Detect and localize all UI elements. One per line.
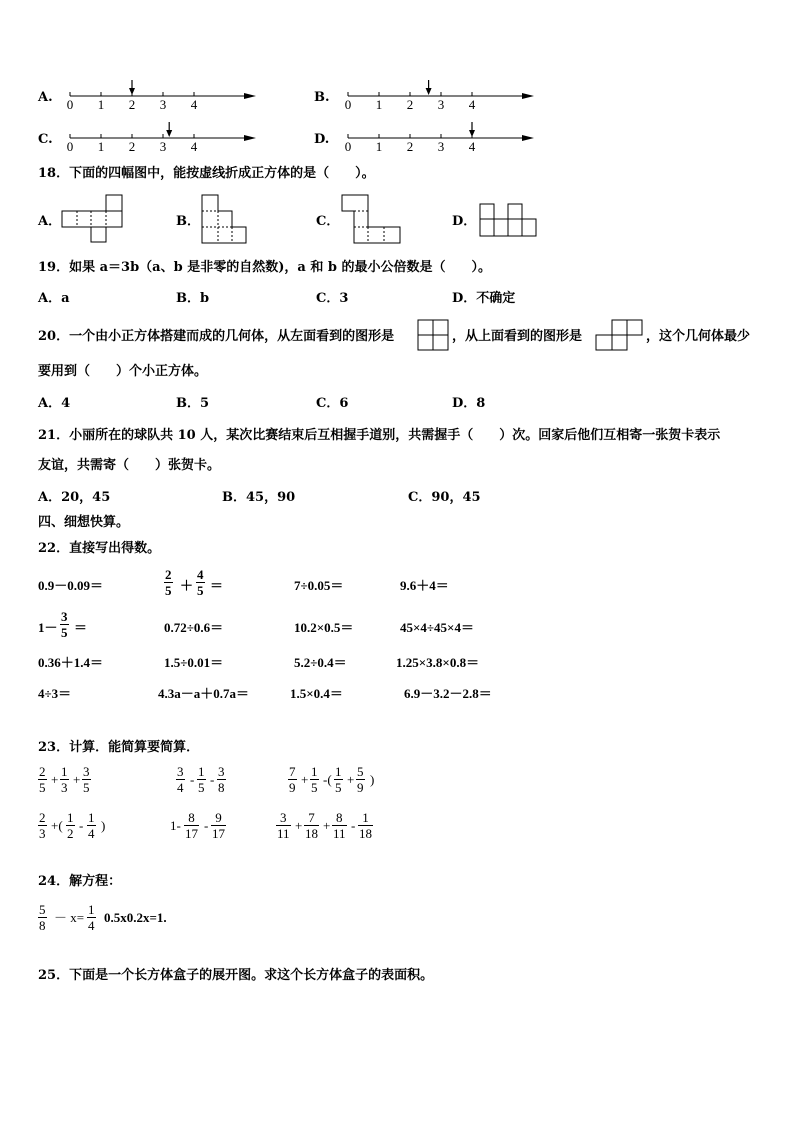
q20-option-a: A．4 xyxy=(38,396,71,411)
q23-e5-op1: 1- xyxy=(170,818,181,833)
tick-label: 4 xyxy=(190,97,198,112)
q22-r3-c2: 1.5÷0.01＝ xyxy=(164,655,224,670)
q23-e5-op2: - xyxy=(204,818,209,833)
tick-label: 1 xyxy=(375,139,383,154)
q20-text-part2: ，从上面看到的图形是 xyxy=(452,329,583,344)
q23-e3-frac4: $\frac{5}{9}$ xyxy=(357,764,364,795)
q24-equation-2: 0.5x0.2x=1. xyxy=(104,910,167,925)
q23-e6-frac4: $\frac{1}{18}$ xyxy=(359,810,372,841)
q22-r1-c4: 9.6＋4＝ xyxy=(400,578,449,593)
q20-text-part1: 20．一个由小正方体搭建而成的几何体，从左面看到的图形是 xyxy=(38,329,395,344)
q22-r2-fraction: $\frac{3}{5}$ xyxy=(61,609,68,640)
q19-option-c: C．3 xyxy=(316,291,349,306)
q20-option-c: C．6 xyxy=(316,396,349,411)
q20-top-view-grid xyxy=(594,318,646,354)
tick-label: 3 xyxy=(437,139,445,154)
q23-e6-op1: + xyxy=(295,818,303,833)
q17-number-line-d xyxy=(340,120,540,154)
q18-net-d xyxy=(476,200,540,240)
axis-arrowhead xyxy=(522,93,534,99)
tick-label: 0 xyxy=(66,139,74,154)
q23-e4-frac1: $\frac{2}{3}$ xyxy=(39,810,46,841)
q18-net-b xyxy=(199,193,249,247)
q23-e4-op1: +( xyxy=(51,818,63,833)
axis-arrowhead xyxy=(522,135,534,141)
q22-r1-c1: 0.9－0.09＝ xyxy=(38,578,104,593)
q18-label-b: B． xyxy=(176,214,200,229)
q23-e1-op1: + xyxy=(51,772,59,787)
q17-number-line-b xyxy=(340,78,540,112)
q22-r4-c2: 4.3a－a＋0.7a＝ xyxy=(158,686,250,701)
q18-label-c: C． xyxy=(316,214,340,229)
q24-minus-x: － x= xyxy=(54,910,85,925)
q22-r1-fraction-b: $\frac{4}{5}$ xyxy=(197,567,204,598)
q22-title: 22．直接写出得数。 xyxy=(38,541,161,556)
q22-r2-c3: 10.2×0.5＝ xyxy=(294,620,354,635)
q23-e6-frac3: $\frac{8}{11}$ xyxy=(333,810,346,841)
tick-label: 0 xyxy=(66,97,74,112)
tick-label: 3 xyxy=(159,97,167,112)
position-arrow-head xyxy=(166,130,172,137)
section-heading: 四、细想快算。 xyxy=(38,515,130,530)
q23-e3-op1: + xyxy=(301,772,309,787)
q24-title: 24．解方程： xyxy=(38,874,122,889)
q23-e4-frac2: $\frac{1}{2}$ xyxy=(67,810,74,841)
q22-r1-c3: 7÷0.05＝ xyxy=(294,578,344,593)
tick-label: 4 xyxy=(190,139,198,154)
q17-option-a-label: A. xyxy=(38,90,53,105)
q22-r2-one-minus: 1－ xyxy=(38,620,58,635)
q23-e5-frac1: $\frac{8}{17}$ xyxy=(185,810,198,841)
tick-label: 3 xyxy=(159,139,167,154)
q21-text-line1: 21．小丽所在的球队共 10 人，某次比赛结束后互相握手道别，共需握手（ ）次。回家后他们互相寄一张贺卡表示 xyxy=(38,428,721,443)
tick-label: 1 xyxy=(375,97,383,112)
q21-option-a: A．20，45 xyxy=(38,490,111,505)
q23-e1-frac3: $\frac{3}{5}$ xyxy=(83,764,90,795)
q23-e4-op2: - xyxy=(79,818,84,833)
tick-label: 0 xyxy=(344,139,352,154)
q20-option-b: B．5 xyxy=(176,396,210,411)
q24-fraction-1: $\frac{5}{8}$ xyxy=(39,902,46,933)
q20-text-part3: ，这个几何体最少 xyxy=(646,329,751,344)
q23-e2-frac3: $\frac{3}{8}$ xyxy=(218,764,225,795)
q23-e5-frac2: $\frac{9}{17}$ xyxy=(212,810,225,841)
q18-text: 18．下面的四幅图中，能按虚线折成正方体的是（ ）。 xyxy=(38,166,375,181)
q23-e6-frac1: $\frac{3}{11}$ xyxy=(277,810,290,841)
q22-r3-c4: 1.25×3.8×0.8＝ xyxy=(396,655,480,670)
q17-number-line-c xyxy=(62,120,262,154)
q23-e1-frac2: $\frac{1}{3}$ xyxy=(61,764,68,795)
q19-option-a: A．a xyxy=(38,291,70,306)
q19-option-d: D．不确定 xyxy=(452,291,516,306)
tick-label: 4 xyxy=(468,139,476,154)
q18-label-a: A． xyxy=(38,214,62,229)
q17-option-c-label: C. xyxy=(38,132,53,147)
q22-r4-c3: 1.5×0.4＝ xyxy=(290,686,343,701)
q23-e1-frac1: $\frac{2}{5}$ xyxy=(39,764,46,795)
q22-r1-plus: ＋ xyxy=(180,578,194,593)
tick-label: 2 xyxy=(128,97,136,112)
q18-label-d: D． xyxy=(452,214,477,229)
q23-e3-op4: ) xyxy=(370,772,375,787)
q23-e3-op2: -( xyxy=(323,772,332,787)
q19-text: 19．如果 a＝3b（a、b 是非零的自然数)，a 和 b 的最小公倍数是（ ）。 xyxy=(38,260,491,275)
position-arrow-head xyxy=(469,130,475,137)
tick-label: 1 xyxy=(97,139,105,154)
q22-r2-c4: 45×4÷45×4＝ xyxy=(400,620,474,635)
q17-number-line-a xyxy=(62,78,262,112)
q18-net-a xyxy=(60,193,126,245)
q20-option-d: D．8 xyxy=(452,396,486,411)
q23-e4-frac3: $\frac{1}{4}$ xyxy=(88,810,95,841)
q23-e3-frac1: $\frac{7}{9}$ xyxy=(289,764,296,795)
q22-r4-c4: 6.9－3.2－2.8＝ xyxy=(404,686,492,701)
q23-e3-frac2: $\frac{1}{5}$ xyxy=(311,764,318,795)
q17-option-b-label: B. xyxy=(314,90,330,105)
tick-label: 2 xyxy=(406,139,414,154)
q23-e2-op1: - xyxy=(190,772,195,787)
tick-label: 0 xyxy=(344,97,352,112)
position-arrow-head xyxy=(426,88,432,95)
q23-e3-frac3: $\frac{1}{5}$ xyxy=(335,764,342,795)
q22-r3-c1: 0.36＋1.4＝ xyxy=(38,655,104,670)
position-arrow-head xyxy=(129,88,135,95)
q22-r2-c2: 0.72÷0.6＝ xyxy=(164,620,224,635)
q21-option-b: B．45，90 xyxy=(222,490,296,505)
q22-r1-equals: ＝ xyxy=(210,578,224,593)
q23-title: 23．计算．能简算要简算． xyxy=(38,740,200,755)
q17-option-d-label: D. xyxy=(314,132,330,147)
q20-text-part4: 要用到（ ）个小正方体。 xyxy=(38,364,208,379)
q23-e3-op3: + xyxy=(347,772,355,787)
q21-text-line2: 友谊，共需寄（ ）张贺卡。 xyxy=(38,458,221,473)
q22-r1-fraction-a: $\frac{2}{5}$ xyxy=(165,567,172,598)
axis-arrowhead xyxy=(244,135,256,141)
tick-label: 1 xyxy=(97,97,105,112)
q23-e1-op2: + xyxy=(73,772,81,787)
tick-label: 3 xyxy=(437,97,445,112)
q24-fraction-2: $\frac{1}{4}$ xyxy=(88,902,95,933)
q22-r3-c3: 5.2÷0.4＝ xyxy=(294,655,347,670)
q23-e2-op2: - xyxy=(210,772,215,787)
q22-r2-equals: ＝ xyxy=(74,620,88,635)
q23-e2-frac2: $\frac{1}{5}$ xyxy=(198,764,205,795)
q23-e6-op2: + xyxy=(323,818,331,833)
q23-e6-frac2: $\frac{7}{18}$ xyxy=(305,810,318,841)
q23-e4-op3: ) xyxy=(101,818,106,833)
tick-label: 2 xyxy=(128,139,136,154)
tick-label: 2 xyxy=(406,97,414,112)
q23-e2-frac1: $\frac{3}{4}$ xyxy=(177,764,184,795)
tick-label: 4 xyxy=(468,97,476,112)
q21-option-c: C．90，45 xyxy=(408,490,481,505)
q20-left-view-grid xyxy=(416,318,452,354)
q19-option-b: B．b xyxy=(176,291,210,306)
q23-e6-op3: - xyxy=(351,818,356,833)
q22-r4-c1: 4÷3＝ xyxy=(38,686,72,701)
axis-arrowhead xyxy=(244,93,256,99)
q25-text: 25．下面是一个长方体盒子的展开图。求这个长方体盒子的表面积。 xyxy=(38,968,434,983)
q18-net-c xyxy=(340,193,404,247)
